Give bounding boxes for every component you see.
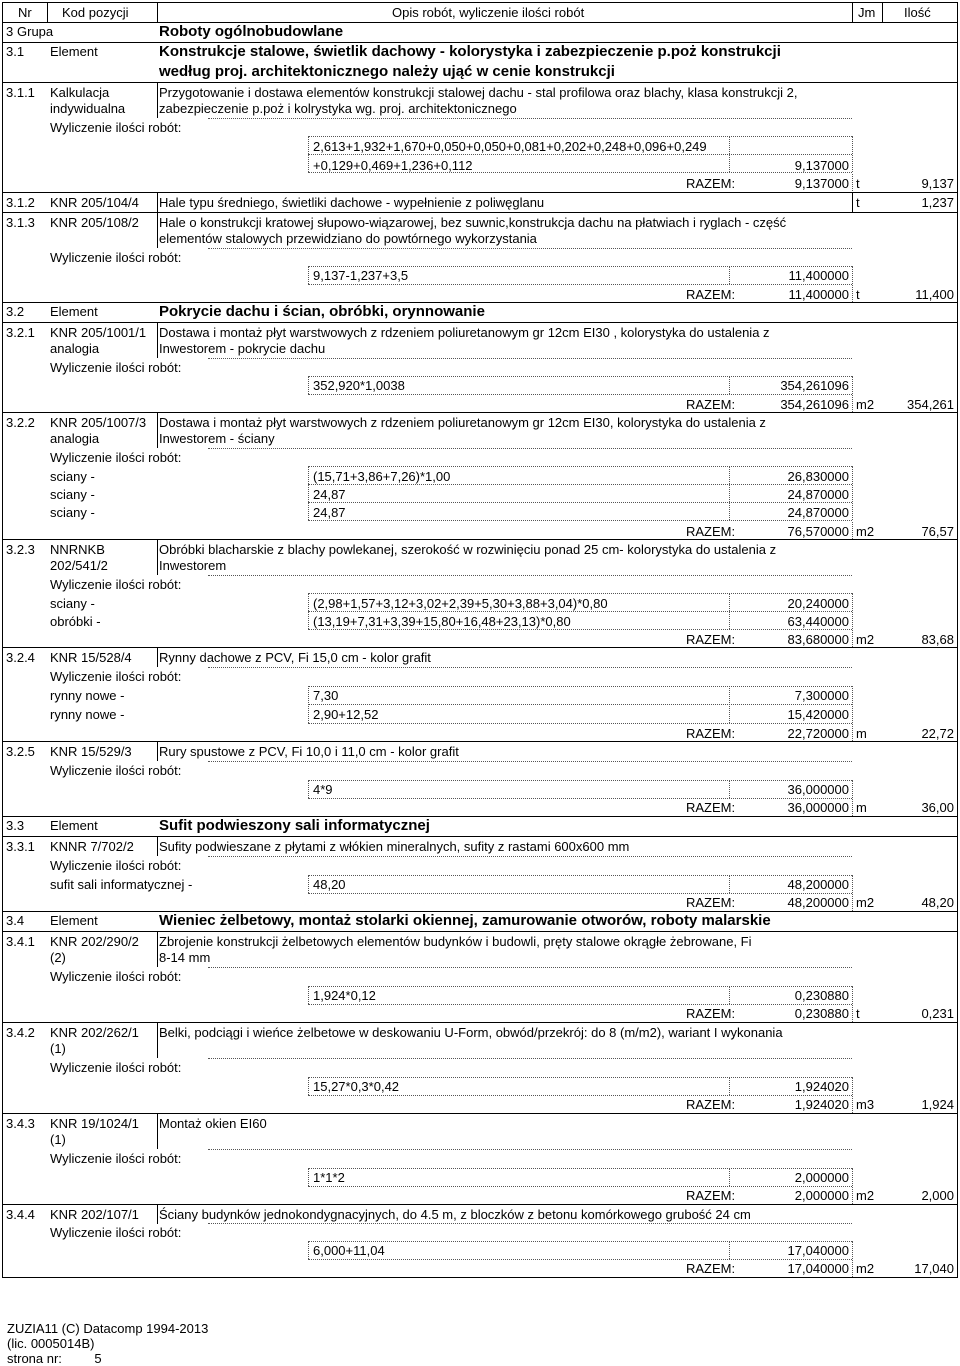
calc-expression: 24,87 [313, 505, 346, 520]
calc-value: 17,040000 [787, 1243, 849, 1258]
unit: m2 [856, 397, 875, 412]
position-kod: KNR 15/528/4 [50, 650, 132, 665]
line-label: sciany - [50, 596, 95, 611]
calc-expression: 6,000+11,04 [313, 1243, 385, 1258]
dotted-rule [308, 1241, 852, 1242]
line-label: sufit sali informatycznej - [50, 877, 193, 892]
dotted-divider [852, 986, 853, 1004]
row-separator [2, 539, 958, 540]
dotted-rule [208, 358, 852, 359]
dotted-divider [852, 1096, 853, 1113]
dotted-rule [308, 376, 852, 377]
dotted-divider [852, 686, 853, 723]
total-value: 76,570000 [787, 524, 849, 539]
calc-value: 354,261096 [780, 378, 849, 393]
dotted-divider [852, 266, 853, 284]
footer-page [7, 1351, 102, 1366]
position-kod: analogia [50, 431, 100, 446]
cell-divider [157, 539, 158, 575]
row-separator [2, 82, 958, 83]
calc-value: 7,300000 [794, 688, 849, 703]
line-label: sciany - [50, 487, 95, 502]
position-nr: 3.4.2 [6, 1025, 35, 1040]
calc-value: 0,230880 [794, 988, 849, 1003]
dotted-divider [852, 780, 853, 798]
header-nr: Nr [18, 5, 32, 20]
calc-label: Wyliczenie ilości robót: [50, 450, 182, 465]
position-desc: Przygotowanie i dostawa elementów konstrukcji stalowej dachu - stal profilowa oraz blachy, klasa konstrukcji 2, [159, 85, 798, 100]
position-kod: KNR 202/290/2 [50, 934, 139, 949]
dotted-rule [308, 484, 852, 485]
calc-label: Wyliczenie ilości robót: [50, 250, 182, 265]
line-label: rynny nowe - [50, 707, 125, 722]
dotted-divider [852, 174, 853, 191]
dotted-divider [308, 376, 309, 394]
dotted-rule [308, 875, 852, 876]
dotted-rule [308, 798, 852, 799]
calc-expression: (2,98+1,57+3,12+3,02+2,39+5,30+3,88+3,04)*0,80 [313, 596, 608, 611]
total-label: RAZEM: [686, 287, 736, 302]
total-label: RAZEM: [686, 1261, 736, 1276]
header-kod: Kod pozycji [62, 5, 129, 20]
element-kod: Element [50, 44, 98, 59]
quantity: 36,00 [921, 800, 954, 815]
dotted-divider [308, 1241, 309, 1259]
line-label: obróbki - [50, 614, 101, 629]
element-nr: 3.2 [6, 304, 25, 319]
total-value: 36,000000 [787, 800, 849, 815]
calc-value: 63,440000 [787, 614, 849, 629]
quantity: 76,57 [921, 524, 954, 539]
dotted-divider [729, 376, 730, 394]
group-title: Roboty ogólnobudowlane [159, 23, 344, 40]
calc-expression: 24,87 [313, 487, 346, 502]
position-nr: 3.1.3 [6, 215, 35, 230]
dotted-divider [308, 266, 309, 284]
total-label: RAZEM: [686, 1006, 736, 1021]
dotted-rule [308, 780, 852, 781]
position-desc: Montaż okien EI60 [159, 1116, 267, 1131]
total-label: RAZEM: [686, 726, 736, 741]
dotted-rule [208, 448, 852, 449]
dotted-rule [308, 520, 852, 521]
dotted-divider [852, 593, 853, 629]
unit: t [856, 1006, 860, 1021]
dotted-divider [308, 780, 309, 798]
total-value: 17,040000 [787, 1261, 849, 1276]
position-kod: 202/541/2 [50, 558, 108, 573]
cell-divider [157, 212, 158, 248]
calc-label: Wyliczenie ilości robót: [50, 120, 182, 135]
cell-divider [157, 192, 158, 212]
cell-divider [157, 836, 158, 856]
position-desc: Rynny dachowe z PCV, Fi 15,0 cm - kolor grafit [159, 650, 431, 665]
total-value: 1,924020 [794, 1097, 849, 1112]
position-desc: Dostawa i montaż płyt warstwowych z rdzeniem poliuretanowym gr 12cm EI30 , kolorystyka do ustalenia z [159, 325, 770, 340]
dotted-rule [308, 502, 852, 503]
dotted-rule [208, 1058, 852, 1059]
unit: m2 [856, 895, 875, 910]
position-nr: 3.2.1 [6, 325, 35, 340]
calc-value: 24,870000 [787, 505, 849, 520]
total-label: RAZEM: [686, 1188, 736, 1203]
position-desc: Dostawa i montaż płyt warstwowych z rdzeniem poliuretanowym gr 12cm EI30, kolorystyka do ustalenia z [159, 415, 766, 430]
dotted-divider [852, 136, 853, 172]
dotted-divider [852, 1005, 853, 1022]
calc-label: Wyliczenie ilości robót: [50, 577, 182, 592]
quantity: 83,68 [921, 632, 954, 647]
total-value: 83,680000 [787, 632, 849, 647]
element-title: Sufit podwieszony sali informatycznej [159, 817, 430, 834]
position-nr: 3.4.1 [6, 934, 35, 949]
calc-label: Wyliczenie ilości robót: [50, 360, 182, 375]
dotted-divider [852, 1241, 853, 1259]
footer-page-label: strona nr: [7, 1351, 62, 1366]
calc-value: 15,420000 [787, 707, 849, 722]
position-nr: 3.2.4 [6, 650, 35, 665]
unit: t [856, 195, 860, 210]
position-kod: KNR 19/1024/1 [50, 1116, 139, 1131]
dotted-rule [308, 1259, 852, 1260]
dotted-rule [308, 1004, 852, 1005]
dotted-rule [208, 761, 852, 762]
calc-label: Wyliczenie ilości robót: [50, 1151, 182, 1166]
dotted-rule [308, 1095, 852, 1096]
quantity: 354,261 [907, 397, 954, 412]
dotted-rule [308, 611, 852, 612]
total-label: RAZEM: [686, 895, 736, 910]
element-kod: Element [50, 818, 98, 833]
dotted-divider [308, 986, 309, 1004]
position-desc: Zbrojenie konstrukcji żelbetowych elementów budynków i budowli, pręty stalowe okrągłe żebrowane, Fi [159, 934, 752, 949]
position-kod: KNR 202/107/1 [50, 1207, 139, 1222]
dotted-divider [729, 466, 730, 520]
calc-value: 36,000000 [787, 782, 849, 797]
calc-expression: 48,20 [313, 877, 346, 892]
line-label: rynny nowe - [50, 688, 125, 703]
dotted-divider [852, 1168, 853, 1186]
calc-value: 1,924020 [794, 1079, 849, 1094]
total-value: 9,137000 [794, 176, 849, 191]
dotted-divider [729, 1168, 730, 1186]
dotted-rule [308, 394, 852, 395]
row-separator [2, 647, 958, 648]
element-nr: 3.3 [6, 818, 25, 833]
footer-software: ZUZIA11 (C) Datacomp 1994-2013 [7, 1321, 209, 1336]
dotted-rule [208, 575, 852, 576]
row-separator [2, 322, 958, 323]
total-value: 48,200000 [787, 895, 849, 910]
dotted-rule [208, 1223, 852, 1224]
position-desc: Belki, podciągi i wieńce żelbetowe w deskowaniu U-Form, obwód/przekrój: do 8 (m/m2), wariant I wykonania [159, 1025, 783, 1040]
calc-value: 9,137000 [794, 158, 849, 173]
row-separator [2, 1204, 958, 1205]
dotted-rule [308, 284, 852, 285]
dotted-divider [852, 376, 853, 394]
position-desc: elementów stalowych przewidziano do powtórnego wykorzystania [159, 231, 537, 246]
dotted-divider [729, 875, 730, 893]
quantity: 9,137 [921, 176, 954, 191]
dotted-rule [308, 136, 852, 137]
total-label: RAZEM: [686, 800, 736, 815]
unit: t [856, 176, 860, 191]
dotted-divider [729, 1077, 730, 1095]
calc-expression: 4*9 [313, 782, 333, 797]
header-divider [852, 2, 853, 22]
quantity: 11,400 [915, 287, 954, 302]
unit: t [856, 287, 860, 302]
dotted-divider [308, 466, 309, 520]
header-opis: Opis robót, wyliczenie ilości robót [392, 5, 585, 20]
dotted-rule [308, 172, 852, 173]
position-kod: KNR 202/262/1 [50, 1025, 139, 1040]
header-ilosc: Ilość [904, 5, 931, 20]
calc-value: 2,000000 [794, 1170, 849, 1185]
dotted-rule [208, 667, 852, 668]
dotted-divider [852, 1260, 853, 1277]
row-separator [2, 1022, 958, 1023]
cell-divider [157, 82, 158, 118]
header-divider [882, 2, 883, 22]
position-kod: (1) [50, 1132, 66, 1147]
dotted-divider [852, 285, 853, 302]
total-label: RAZEM: [686, 632, 736, 647]
unit: m2 [856, 524, 875, 539]
position-desc: Inwestorem - pokrycie dachu [159, 341, 326, 356]
dotted-divider [852, 466, 853, 520]
calc-expression: 7,30 [313, 688, 339, 703]
dotted-rule [308, 1077, 852, 1078]
position-nr: 3.3.1 [6, 839, 35, 854]
dotted-rule [208, 856, 852, 857]
calc-expression: (13,19+7,31+3,39+15,80+16,48+23,13)*0,80 [313, 614, 571, 629]
element-nr: 3.4 [6, 913, 25, 928]
dotted-divider [729, 780, 730, 798]
element-title: według proj. architektonicznego należy ująć w cenie konstrukcji [159, 63, 615, 80]
calc-value: 11,400000 [788, 268, 849, 283]
position-desc: zabezpieczenie p.poż i kolrystyka wg. proj. architektonicznego [159, 101, 517, 116]
calc-label: Wyliczenie ilości robót: [50, 1225, 182, 1240]
calc-label: Wyliczenie ilości robót: [50, 763, 182, 778]
total-label: RAZEM: [686, 1097, 736, 1112]
footer-license: (lic. 0005014B) [7, 1336, 95, 1351]
total-value: 354,261096 [780, 397, 849, 412]
total-label: RAZEM: [686, 397, 736, 412]
cell-divider [157, 322, 158, 358]
unit: m [856, 726, 867, 741]
dotted-rule [208, 248, 852, 249]
position-kod: analogia [50, 341, 100, 356]
dotted-rule [308, 723, 852, 724]
header-separator [2, 22, 958, 23]
position-desc: Inwestorem [159, 558, 227, 573]
calc-expression: (15,71+3,86+7,26)*1,00 [313, 469, 451, 484]
position-kod: KNNR 7/702/2 [50, 839, 134, 854]
unit: m2 [856, 1188, 875, 1203]
quantity: 48,20 [921, 895, 954, 910]
quantity: 17,040 [914, 1261, 954, 1276]
cell-divider [157, 931, 158, 967]
position-kod: (2) [50, 950, 66, 965]
position-kod: KNR 205/108/2 [50, 215, 139, 230]
element-kod: Element [50, 913, 98, 928]
dotted-rule [308, 154, 852, 155]
position-nr: 3.1.1 [6, 85, 35, 100]
header-divider [47, 2, 48, 22]
cell-divider [157, 1204, 158, 1224]
quantity: 2,000 [921, 1188, 954, 1203]
calc-expression: 2,90+12,52 [313, 707, 379, 722]
dotted-divider [852, 724, 853, 741]
quantity: 22,72 [921, 726, 954, 741]
cell-divider [157, 741, 158, 761]
dotted-rule [208, 967, 852, 968]
line-label: sciany - [50, 505, 95, 520]
dotted-rule [308, 466, 852, 467]
dotted-divider [852, 1187, 853, 1204]
calc-expression: 1,924*0,12 [313, 988, 376, 1003]
position-nr: 3.1.2 [6, 195, 35, 210]
position-nr: 3.4.4 [6, 1207, 35, 1222]
dotted-rule [308, 893, 852, 894]
dotted-rule [208, 1149, 852, 1150]
position-nr: 3.4.3 [6, 1116, 35, 1131]
group-nr: 3 [6, 24, 14, 39]
position-kod: KNR 15/529/3 [50, 744, 132, 759]
dotted-rule [308, 629, 852, 630]
dotted-rule [308, 593, 852, 594]
dotted-divider [308, 1077, 309, 1095]
cell-divider [157, 1022, 158, 1058]
cell-divider [157, 412, 158, 448]
total-value: 22,720000 [787, 726, 849, 741]
total-value: 0,230880 [794, 1006, 849, 1021]
dotted-rule [308, 1168, 852, 1169]
position-desc: Rury spustowe z PCV, Fi 10,0 i 11,0 cm - kolor grafit [159, 744, 459, 759]
unit: m2 [856, 632, 875, 647]
dotted-rule [308, 704, 852, 705]
calc-expression: 1*1*2 [313, 1170, 345, 1185]
position-kod: NNRNKB [50, 542, 105, 557]
dotted-rule [308, 686, 852, 687]
position-desc: Sufity podwieszane z płytami z włókien mineralnych, sufity z rastami 600x600 mm [159, 839, 630, 854]
calc-expression: +0,129+0,469+1,236+0,112 [313, 158, 473, 173]
unit: m [856, 800, 867, 815]
row-separator [2, 212, 958, 213]
position-desc: Inwestorem - ściany [159, 431, 275, 446]
total-label: RAZEM: [686, 524, 736, 539]
cost-estimate-table [2, 2, 957, 1278]
total-value: 11,400000 [788, 287, 849, 302]
row-separator [2, 931, 958, 932]
position-nr: 3.2.5 [6, 744, 35, 759]
unit: m2 [856, 1261, 875, 1276]
dotted-rule [308, 266, 852, 267]
dotted-divider [308, 1168, 309, 1186]
row-separator [2, 836, 958, 837]
cell-divider [157, 1113, 158, 1149]
row-separator [2, 412, 958, 413]
dotted-divider [729, 986, 730, 1004]
element-kod: Element [50, 304, 98, 319]
dotted-divider [852, 522, 853, 539]
element-title: Wieniec żelbetowy, montaż stolarki okiennej, zamurowanie otworów, roboty malarskie [159, 912, 771, 929]
element-title: Pokrycie dachu i ścian, obróbki, orynnowanie [159, 303, 485, 320]
position-kod: (1) [50, 1041, 66, 1056]
dotted-divider [852, 875, 853, 893]
row-separator [2, 741, 958, 742]
element-nr: 3.1 [6, 44, 25, 59]
calc-label: Wyliczenie ilości robót: [50, 969, 182, 984]
dotted-rule [308, 1186, 852, 1187]
line-label: sciany - [50, 469, 95, 484]
unit: m3 [856, 1097, 875, 1112]
header-divider [157, 2, 158, 22]
calc-expression: 15,27*0,3*0,42 [313, 1079, 400, 1094]
calc-label: Wyliczenie ilości robót: [50, 1060, 182, 1075]
footer-page-number: 5 [94, 1351, 102, 1366]
group-kod: Grupa [17, 24, 54, 39]
position-kod: KNR 205/1007/3 [50, 415, 147, 430]
position-kod: Kalkulacja [50, 85, 110, 100]
calc-expression: 2,613+1,932+1,670+0,050+0,050+0,081+0,202+0,248+0,096+0,249 [313, 139, 707, 154]
quantity: 1,237 [921, 195, 954, 210]
dotted-divider [308, 875, 309, 893]
quantity: 1,924 [921, 1097, 954, 1112]
calc-label: Wyliczenie ilości robót: [50, 669, 182, 684]
quantity: 0,231 [921, 1006, 954, 1021]
position-kod: indywidualna [50, 101, 126, 116]
dotted-rule [208, 118, 852, 119]
total-value: 2,000000 [794, 1188, 849, 1203]
dotted-divider [852, 395, 853, 412]
calc-expression: 9,137-1,237+3,5 [313, 268, 409, 283]
dotted-divider [852, 630, 853, 647]
cell-divider [852, 192, 853, 212]
calc-value: 26,830000 [787, 469, 849, 484]
position-desc: Ściany budynków jednokondygnacyjnych, do 4.5 m, z bloczków z betonu komórkowego grubość 24 cm [159, 1207, 751, 1222]
total-label: RAZEM: [686, 176, 736, 191]
position-desc: Hale o konstrukcji kratowej słupowo-wiązarowej, bez suwnic,konstrukcja dachu na płatwiach i ryglach - część [159, 215, 787, 230]
header-jm: Jm [858, 5, 876, 20]
calc-expression: 352,920*1,0038 [313, 378, 405, 393]
position-desc: 8-14 mm [159, 950, 211, 965]
position-nr: 3.2.3 [6, 542, 35, 557]
dotted-divider [852, 799, 853, 816]
dotted-divider [729, 266, 730, 284]
element-title: Konstrukcje stalowe, świetlik dachowy - kolorystyka i zabezpieczenie p.poż konstrukcji [159, 43, 781, 60]
dotted-divider [852, 1077, 853, 1095]
dotted-divider [729, 1241, 730, 1259]
calc-value: 20,240000 [787, 596, 849, 611]
calc-value: 48,200000 [787, 877, 849, 892]
position-desc: Hale typu średniego, świetliki dachowe - wypełnienie z poliwęglanu [159, 195, 545, 210]
calc-label: Wyliczenie ilości robót: [50, 858, 182, 873]
calc-value: 24,870000 [787, 487, 849, 502]
position-nr: 3.2.2 [6, 415, 35, 430]
cell-divider [157, 647, 158, 667]
position-kod: KNR 205/104/4 [50, 195, 139, 210]
dotted-divider [852, 894, 853, 911]
position-kod: KNR 205/1001/1 [50, 325, 147, 340]
row-separator [2, 192, 958, 193]
row-separator [2, 1113, 958, 1114]
position-desc: Obróbki blacharskie z blachy powlekanej, szerokość w rozwinięciu ponad 25 cm- kolorystyka do ustalenia z [159, 542, 777, 557]
dotted-rule [308, 986, 852, 987]
row-separator [2, 816, 958, 817]
